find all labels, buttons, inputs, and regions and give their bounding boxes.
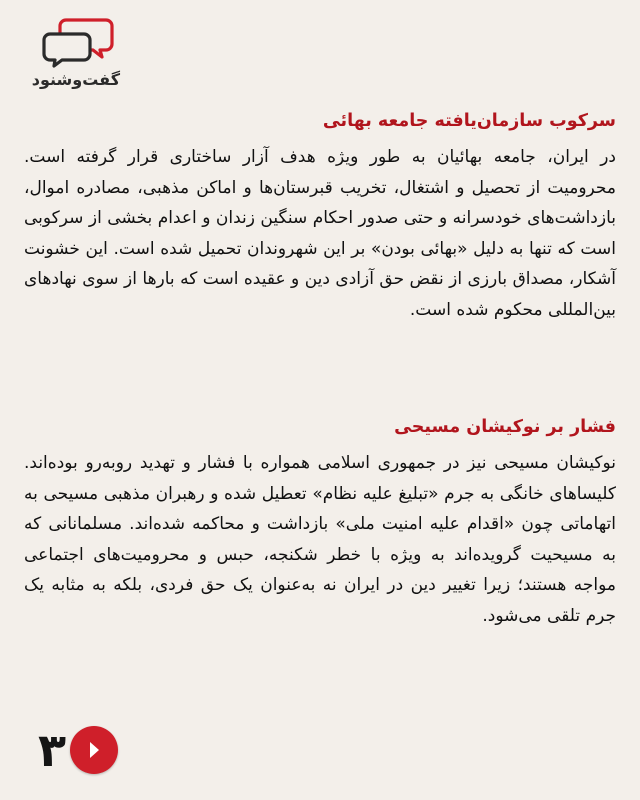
section-christian-converts <box>24 412 616 631</box>
chevron-right-icon <box>82 738 106 762</box>
section-heading: فشار بر نوکیشان مسیحی <box>394 417 616 437</box>
next-page-button[interactable] <box>70 726 118 774</box>
section-heading: سرکوب سازمان‌یافته جامعه بهائی <box>322 111 616 131</box>
section-paragraph: در ایران، جامعه بهائیان به طور ویژه هدف آزار ساختاری قرار گرفته است. محرومیت از تحصیل و اشتغال، تخریب قبرستان‌ها و اماکن مذهبی، مصادره اموال، بازداشت‌های خودسرانه و حتی صدور احکام سنگین زندان و اعدام بخشی از سرکوبی است که تنها به دلیل «بهائی بودن» بر این شهروندان تحمیل شده است. این خشونت آشکار، مصداق بارزی از نقض حق آزادی دین و عقیده است که بارها از سوی نهادهای بین‌المللی محکوم شده است. <box>24 147 616 320</box>
section-bahai <box>24 106 616 325</box>
speech-bubbles-icon <box>36 14 120 70</box>
section-paragraph: نوکیشان مسیحی نیز در جمهوری اسلامی همواره با فشار و تهدید روبه‌رو بوده‌اند. کلیساهای خانگی به جرم «تبلیغ علیه نظام» تعطیل شده و رهبران مذهبی مسیحی به اتهاماتی چون «اقدام علیه امنیت ملی» بازداشت و محاکمه شده‌اند. مسلمانانی که به مسیحیت گرویده‌اند به ویژه با خطر شکنجه، حبس و محرومیت‌های اجتماعی مواجه هستند؛ زیرا تغییر دین در ایران نه به‌عنوان یک حق فردی، بلکه به مثابه یک جرم تلقی می‌شود. <box>24 453 616 626</box>
brand-name: گفت‌وشنود <box>31 70 120 89</box>
page-navigation <box>38 722 118 778</box>
brand-logo <box>31 14 120 90</box>
page-number: ۳ <box>38 723 67 777</box>
